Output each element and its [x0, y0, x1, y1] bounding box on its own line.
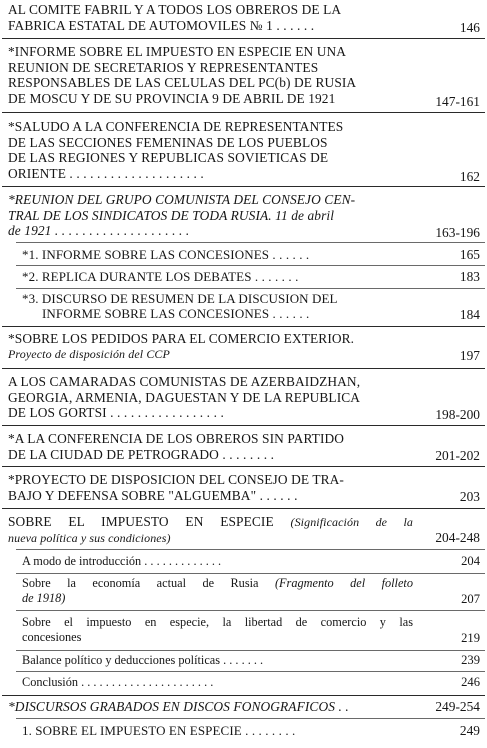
entry-subtitle: (Significación de la: [290, 515, 414, 529]
entry-title: [8, 2, 413, 33]
page-number: 162: [459, 169, 480, 184]
page-number: 183: [459, 269, 480, 284]
entry-line: *PROYECTO DE DISPOSICION DEL CONSEJO DE TRA-: [8, 472, 344, 487]
entry-main-text: SOBRE EL IMPUESTO EN ESPECIE: [8, 514, 274, 529]
divider: [2, 186, 485, 187]
page-number: 163-196: [435, 225, 480, 240]
entry-line: INFORME SOBRE LAS CONCESIONES . . . . . .: [42, 306, 310, 321]
page-number: 165: [459, 247, 480, 262]
entry-line: *3. DISCURSO DE RESUMEN DE LA DISCUSION DEL: [22, 291, 338, 306]
entry-line: nueva política y sus condiciones): [8, 530, 171, 545]
divider: [2, 508, 485, 509]
divider: [16, 265, 485, 266]
page-number: 246: [461, 675, 480, 689]
divider: [2, 695, 485, 696]
page-number: 239: [461, 653, 480, 667]
entry-line: *SALUDO A LA CONFERENCIA DE REPRESENTANTES: [8, 119, 344, 134]
entry-line: [8, 514, 413, 531]
divider: [2, 38, 485, 39]
entry-line: FABRICA ESTATAL DE AUTOMOVILES № 1 . . . . . .: [8, 17, 315, 33]
entry-line: REUNION DE SECRETARIOS Y REPRESENTANTES: [8, 59, 319, 75]
entry-line: DE LAS REGIONES Y REPUBLICAS SOVIETICAS DE: [8, 150, 329, 165]
page-number: 146: [459, 20, 480, 35]
entry-title: [8, 331, 413, 362]
entry-line: *REUNION DEL GRUPO COMUNISTA DEL CONSEJO CEN-: [8, 192, 356, 207]
divider: [16, 610, 485, 611]
entry-line: DE LAS SECCIONES FEMENINAS DE LOS PUEBLOS: [8, 134, 328, 150]
entry-line: DE LA CIUDAD DE PETROGRADO . . . . . . . .: [8, 446, 275, 462]
page-number: 184: [459, 307, 480, 322]
entry-line: A LOS CAMARADAS COMUNISTAS DE AZERBAIDZHAN,: [8, 374, 361, 389]
entry-title: [22, 576, 413, 606]
entry-subtitle: (Fragmento del folleto: [274, 576, 413, 590]
entry-title: [8, 119, 413, 181]
divider: [16, 573, 485, 574]
divider: [16, 671, 485, 672]
page-number: 198-200: [435, 407, 480, 422]
divider: [2, 466, 485, 467]
entry-line: RESPONSABLES DE LAS CELULAS DEL PC(b) DE RUSIA: [8, 75, 357, 90]
entry-line: *A LA CONFERENCIA DE LOS OBREROS SIN PARTIDO: [8, 431, 345, 446]
entry-line: *SOBRE LOS PEDIDOS PARA EL COMERCIO EXTERIOR.: [8, 331, 355, 346]
divider: [2, 368, 485, 369]
entry-title: Conclusión . . . . . . . . . . . . . . . . . . . . . .: [22, 675, 214, 689]
divider: [2, 425, 485, 426]
entry-line: concesiones: [22, 630, 82, 644]
page-number: 203: [459, 489, 480, 504]
page-number: 201-202: [435, 448, 480, 463]
entry-title: [8, 374, 413, 421]
entry-title: *1. INFORME SOBRE LAS CONCESIONES . . . . . .: [22, 247, 310, 262]
divider: [2, 112, 485, 113]
divider: [16, 242, 485, 243]
entry-line: de 1921 . . . . . . . . . . . . . . . . . . . .: [8, 223, 190, 238]
entry-line: [22, 576, 413, 591]
entry-line: *INFORME SOBRE EL IMPUESTO EN ESPECIE EN UNA: [8, 44, 347, 59]
entry-line: AL COMITE FABRIL Y A TODOS LOS OBREROS DE LA: [8, 2, 342, 17]
entry-line: de 1918): [22, 591, 66, 605]
entry-title: [8, 514, 413, 546]
divider: [2, 326, 485, 327]
page-number: 147-161: [435, 94, 480, 109]
entry-line: GEORGIA, ARMENIA, DAGUESTAN Y DE LA REPUBLICA: [8, 389, 361, 405]
divider: [16, 288, 485, 289]
page-number: 204: [461, 554, 480, 568]
entry-line: Sobre el impuesto en especie, la libertad de comercio y las: [22, 615, 413, 629]
divider: [16, 549, 485, 550]
entry-main-text: Sobre la economía actual de Rusia: [22, 576, 259, 590]
page-number: 207: [461, 592, 480, 606]
entry-line: Proyecto de disposición del CCP: [8, 346, 170, 361]
entry-line: DE MOSCU Y DE SU PROVINCIA 9 DE ABRIL DE 1921: [8, 90, 336, 106]
entry-title: *2. REPLICA DURANTE LOS DEBATES . . . . . . .: [22, 269, 299, 284]
divider: [16, 650, 485, 651]
page-number: 249: [459, 723, 480, 738]
divider: [16, 718, 485, 719]
entry-line: ORIENTE . . . . . . . . . . . . . . . . . . . .: [8, 165, 204, 181]
entry-title: [8, 431, 413, 462]
entry-title: [22, 615, 413, 645]
entry-title: A modo de introducción . . . . . . . . . . . . .: [22, 554, 222, 568]
entry-line: TRAL DE LOS SINDICATOS DE TODA RUSIA. 11 de abril: [8, 207, 335, 223]
entry-title: [8, 44, 413, 106]
entry-title: *DISCURSOS GRABADOS EN DISCOS FONOGRAFICOS . .: [8, 699, 349, 714]
entry-line: DE LOS GORTSI . . . . . . . . . . . . . . . . .: [8, 405, 224, 420]
entry-title: [8, 192, 413, 239]
page-number: 249-254: [435, 699, 480, 714]
entry-title: Balance político y deducciones políticas . . . . . . .: [22, 653, 264, 667]
page-number: 219: [461, 631, 480, 645]
page-number: 197: [459, 348, 480, 363]
entry-title: [22, 291, 413, 321]
entry-title: [8, 472, 413, 503]
entry-title: 1. SOBRE EL IMPUESTO EN ESPECIE . . . . . . . .: [22, 723, 296, 738]
entry-line: BAJO Y DEFENSA SOBRE "ALGUEMBA" . . . . . .: [8, 487, 298, 503]
page-number: 204-248: [435, 530, 480, 545]
